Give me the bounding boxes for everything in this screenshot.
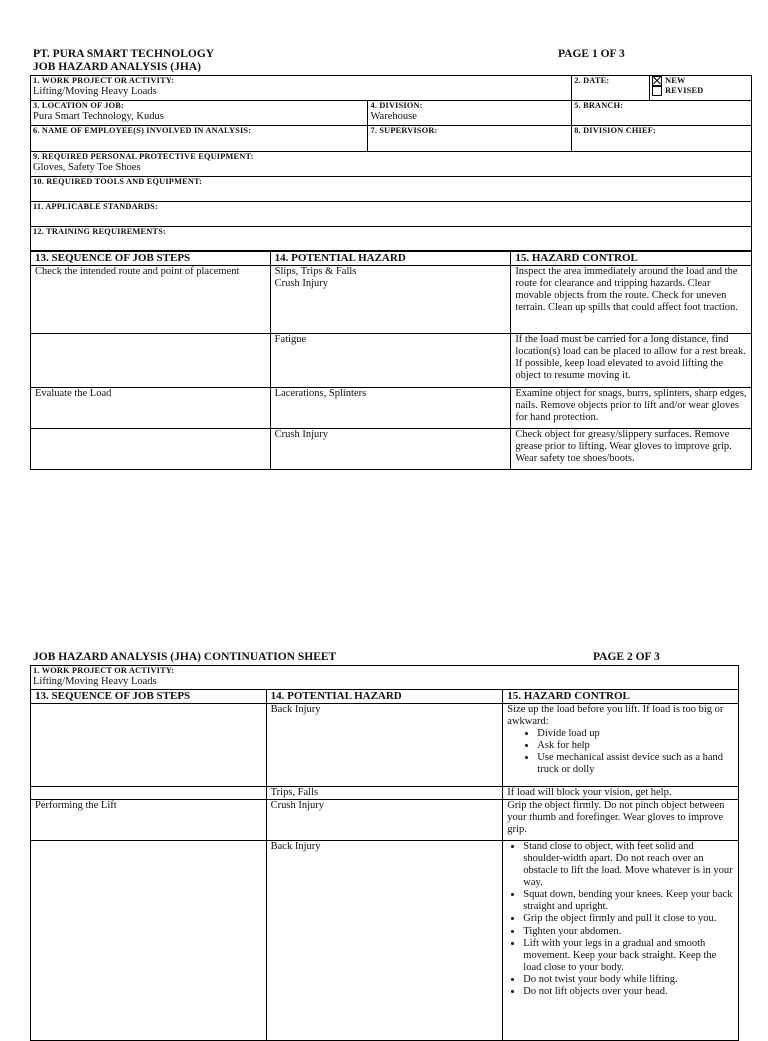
supervisor-field[interactable] <box>368 126 572 152</box>
hazard-control <box>503 841 739 1041</box>
potential-hazard: Back Injury <box>266 704 503 787</box>
column-header-hazard: 14. POTENTIAL HAZARD <box>266 690 503 704</box>
potential-hazard <box>270 266 511 334</box>
control-text: Size up the load before you lift. If load is too big or awkward: <box>507 704 724 728</box>
list-item: • Divide load up <box>537 728 734 740</box>
work-project-label: 1. WORK PROJECT OR ACTIVITY: <box>33 666 175 675</box>
table-row <box>31 429 752 470</box>
list-item: • Stand close to object, with feet solid and shoulder-width apart. Do not reach over an obstacle to lift the load. Move whatever is in your way. <box>523 841 734 889</box>
ppe-label: 9. REQUIRED PERSONAL PROTECTIVE EQUIPMENT: <box>33 152 254 161</box>
list-item: • Ask for help <box>537 740 734 752</box>
list-item: • Lift with your legs in a gradual and smooth movement. Keep your back straight. Keep the load close to your body. <box>523 938 734 974</box>
division-chief-label: 8. DIVISION CHIEF: <box>574 126 656 135</box>
job-step <box>31 787 267 800</box>
potential-hazard: Fatigue <box>270 334 511 388</box>
table-row <box>31 388 752 429</box>
employees-label: 6. NAME OF EMPLOYEE(S) INVOLVED IN ANALYSIS: <box>33 126 252 135</box>
list-item: • Squat down, bending your knees. Keep your back straight and upright. <box>523 889 734 913</box>
work-project-field <box>31 76 572 101</box>
column-header-control: 15. HAZARD CONTROL <box>503 690 739 704</box>
company-name: PT. PURA SMART TECHNOLOGY <box>33 48 215 60</box>
employees-field[interactable] <box>31 126 368 152</box>
new-label: NEW <box>665 76 686 85</box>
training-label: 12. TRAINING REQUIREMENTS: <box>33 227 166 236</box>
control-bullet-list <box>507 728 734 776</box>
job-step: Evaluate the Load <box>31 388 271 429</box>
work-project-label: 1. WORK PROJECT OR ACTIVITY: <box>33 76 175 85</box>
division-label: 4. DIVISION: <box>370 101 423 110</box>
hazard-control <box>503 704 739 787</box>
table-row <box>31 266 752 334</box>
list-item: • Do not twist your body while lifting. <box>523 974 734 986</box>
job-step <box>31 429 271 470</box>
location-field <box>31 101 368 126</box>
branch-field[interactable] <box>572 101 752 126</box>
hazard-control: Grip the object firmly. Do not pinch object between your thumb and forefinger. Wear gloves to improve grip. <box>503 800 739 841</box>
hazard-control: Inspect the area immediately around the load and the route for clearance and tripping hazards. Clear movable objects from the route. Check for uneven terrain. Clean up spills that could affect foot traction. <box>511 266 752 334</box>
list-item: • Grip the object firmly and pull it close to you. <box>523 913 734 925</box>
column-header-steps: 13. SEQUENCE OF JOB STEPS <box>31 690 267 704</box>
work-project-box-page2 <box>30 665 739 690</box>
division-chief-field[interactable] <box>572 126 752 152</box>
job-step <box>31 334 271 388</box>
new-revised-field <box>650 76 752 101</box>
list-item: • Tighten your abdomen. <box>523 926 734 938</box>
potential-hazard: Lacerations, Splinters <box>270 388 511 429</box>
page-number: PAGE 2 OF 3 <box>593 651 660 663</box>
table-row <box>31 787 739 800</box>
potential-hazard: Crush Injury <box>266 800 503 841</box>
location-value[interactable]: Pura Smart Technology, Kudus <box>33 110 164 122</box>
standards-field[interactable] <box>31 202 752 227</box>
work-project-field <box>31 666 739 690</box>
hazard-control: Examine object for snags, burrs, splinters, sharp edges, nails. Remove objects prior to lift and/or wear gloves for hand protection. <box>511 388 752 429</box>
date-field[interactable] <box>572 76 650 101</box>
table-row <box>31 334 752 388</box>
table-row <box>31 704 739 787</box>
control-bullet-list <box>507 841 734 998</box>
division-value[interactable]: Warehouse <box>370 110 417 122</box>
tools-field[interactable] <box>31 177 752 202</box>
location-label: 3. LOCATION OF JOB: <box>33 101 124 110</box>
revised-label: REVISED <box>665 86 704 96</box>
work-project-value[interactable]: Lifting/Moving Heavy Loads <box>33 85 157 97</box>
job-step <box>31 704 267 787</box>
standards-label: 11. APPLICABLE STANDARDS: <box>33 202 158 211</box>
job-step: Check the intended route and point of placement <box>31 266 271 334</box>
hazard-text: Slips, Trips & Falls <box>274 266 357 277</box>
page-number: PAGE 1 OF 3 <box>558 48 625 60</box>
potential-hazard: Trips, Falls <box>266 787 503 800</box>
ppe-field <box>31 152 752 177</box>
column-header-hazard: 14. POTENTIAL HAZARD <box>270 252 511 266</box>
list-item: • Use mechanical assist device such as a hand truck or dolly <box>537 752 734 776</box>
column-header-steps: 13. SEQUENCE OF JOB STEPS <box>31 252 271 266</box>
supervisor-label: 7. SUPERVISOR: <box>370 126 438 135</box>
column-header-control: 15. HAZARD CONTROL <box>511 252 752 266</box>
revised-checkbox[interactable] <box>652 86 662 96</box>
potential-hazard: Back Injury <box>266 841 503 1041</box>
division-field <box>368 101 572 126</box>
hazard-table-page1 <box>30 251 752 470</box>
ppe-value[interactable]: Gloves, Safety Toe Shoes <box>33 161 141 173</box>
jha-form-fields <box>30 75 752 251</box>
hazard-control: Check object for greasy/slippery surfaces. Remove grease prior to lifting. Wear gloves to improve grip. Wear safety toe shoes/boots. <box>511 429 752 470</box>
new-checkbox[interactable] <box>652 76 662 86</box>
hazard-control: If load will block your vision, get help. <box>503 787 739 800</box>
branch-label: 5. BRANCH: <box>574 101 624 110</box>
table-row <box>31 841 739 1041</box>
job-step <box>31 841 267 1041</box>
training-field[interactable] <box>31 227 752 251</box>
potential-hazard: Crush Injury <box>270 429 511 470</box>
hazard-control: If the load must be carried for a long distance, find location(s) load can be placed to allow for a rest break. If possible, keep load elevated to avoid lifting the object to resume moving it. <box>511 334 752 388</box>
hazard-table-page2 <box>30 689 739 1041</box>
job-step: Performing the Lift <box>31 800 267 841</box>
date-label: 2. DATE: <box>574 76 610 85</box>
tools-label: 10. REQUIRED TOOLS AND EQUIPMENT: <box>33 177 203 186</box>
table-row <box>31 800 739 841</box>
document-title: JOB HAZARD ANALYSIS (JHA) <box>33 61 201 73</box>
work-project-value[interactable]: Lifting/Moving Heavy Loads <box>33 675 157 687</box>
hazard-text: Crush Injury <box>274 278 329 290</box>
continuation-title: JOB HAZARD ANALYSIS (JHA) CONTINUATION SHEET <box>33 651 337 663</box>
list-item: • Do not lift objects over your head. <box>523 986 734 998</box>
